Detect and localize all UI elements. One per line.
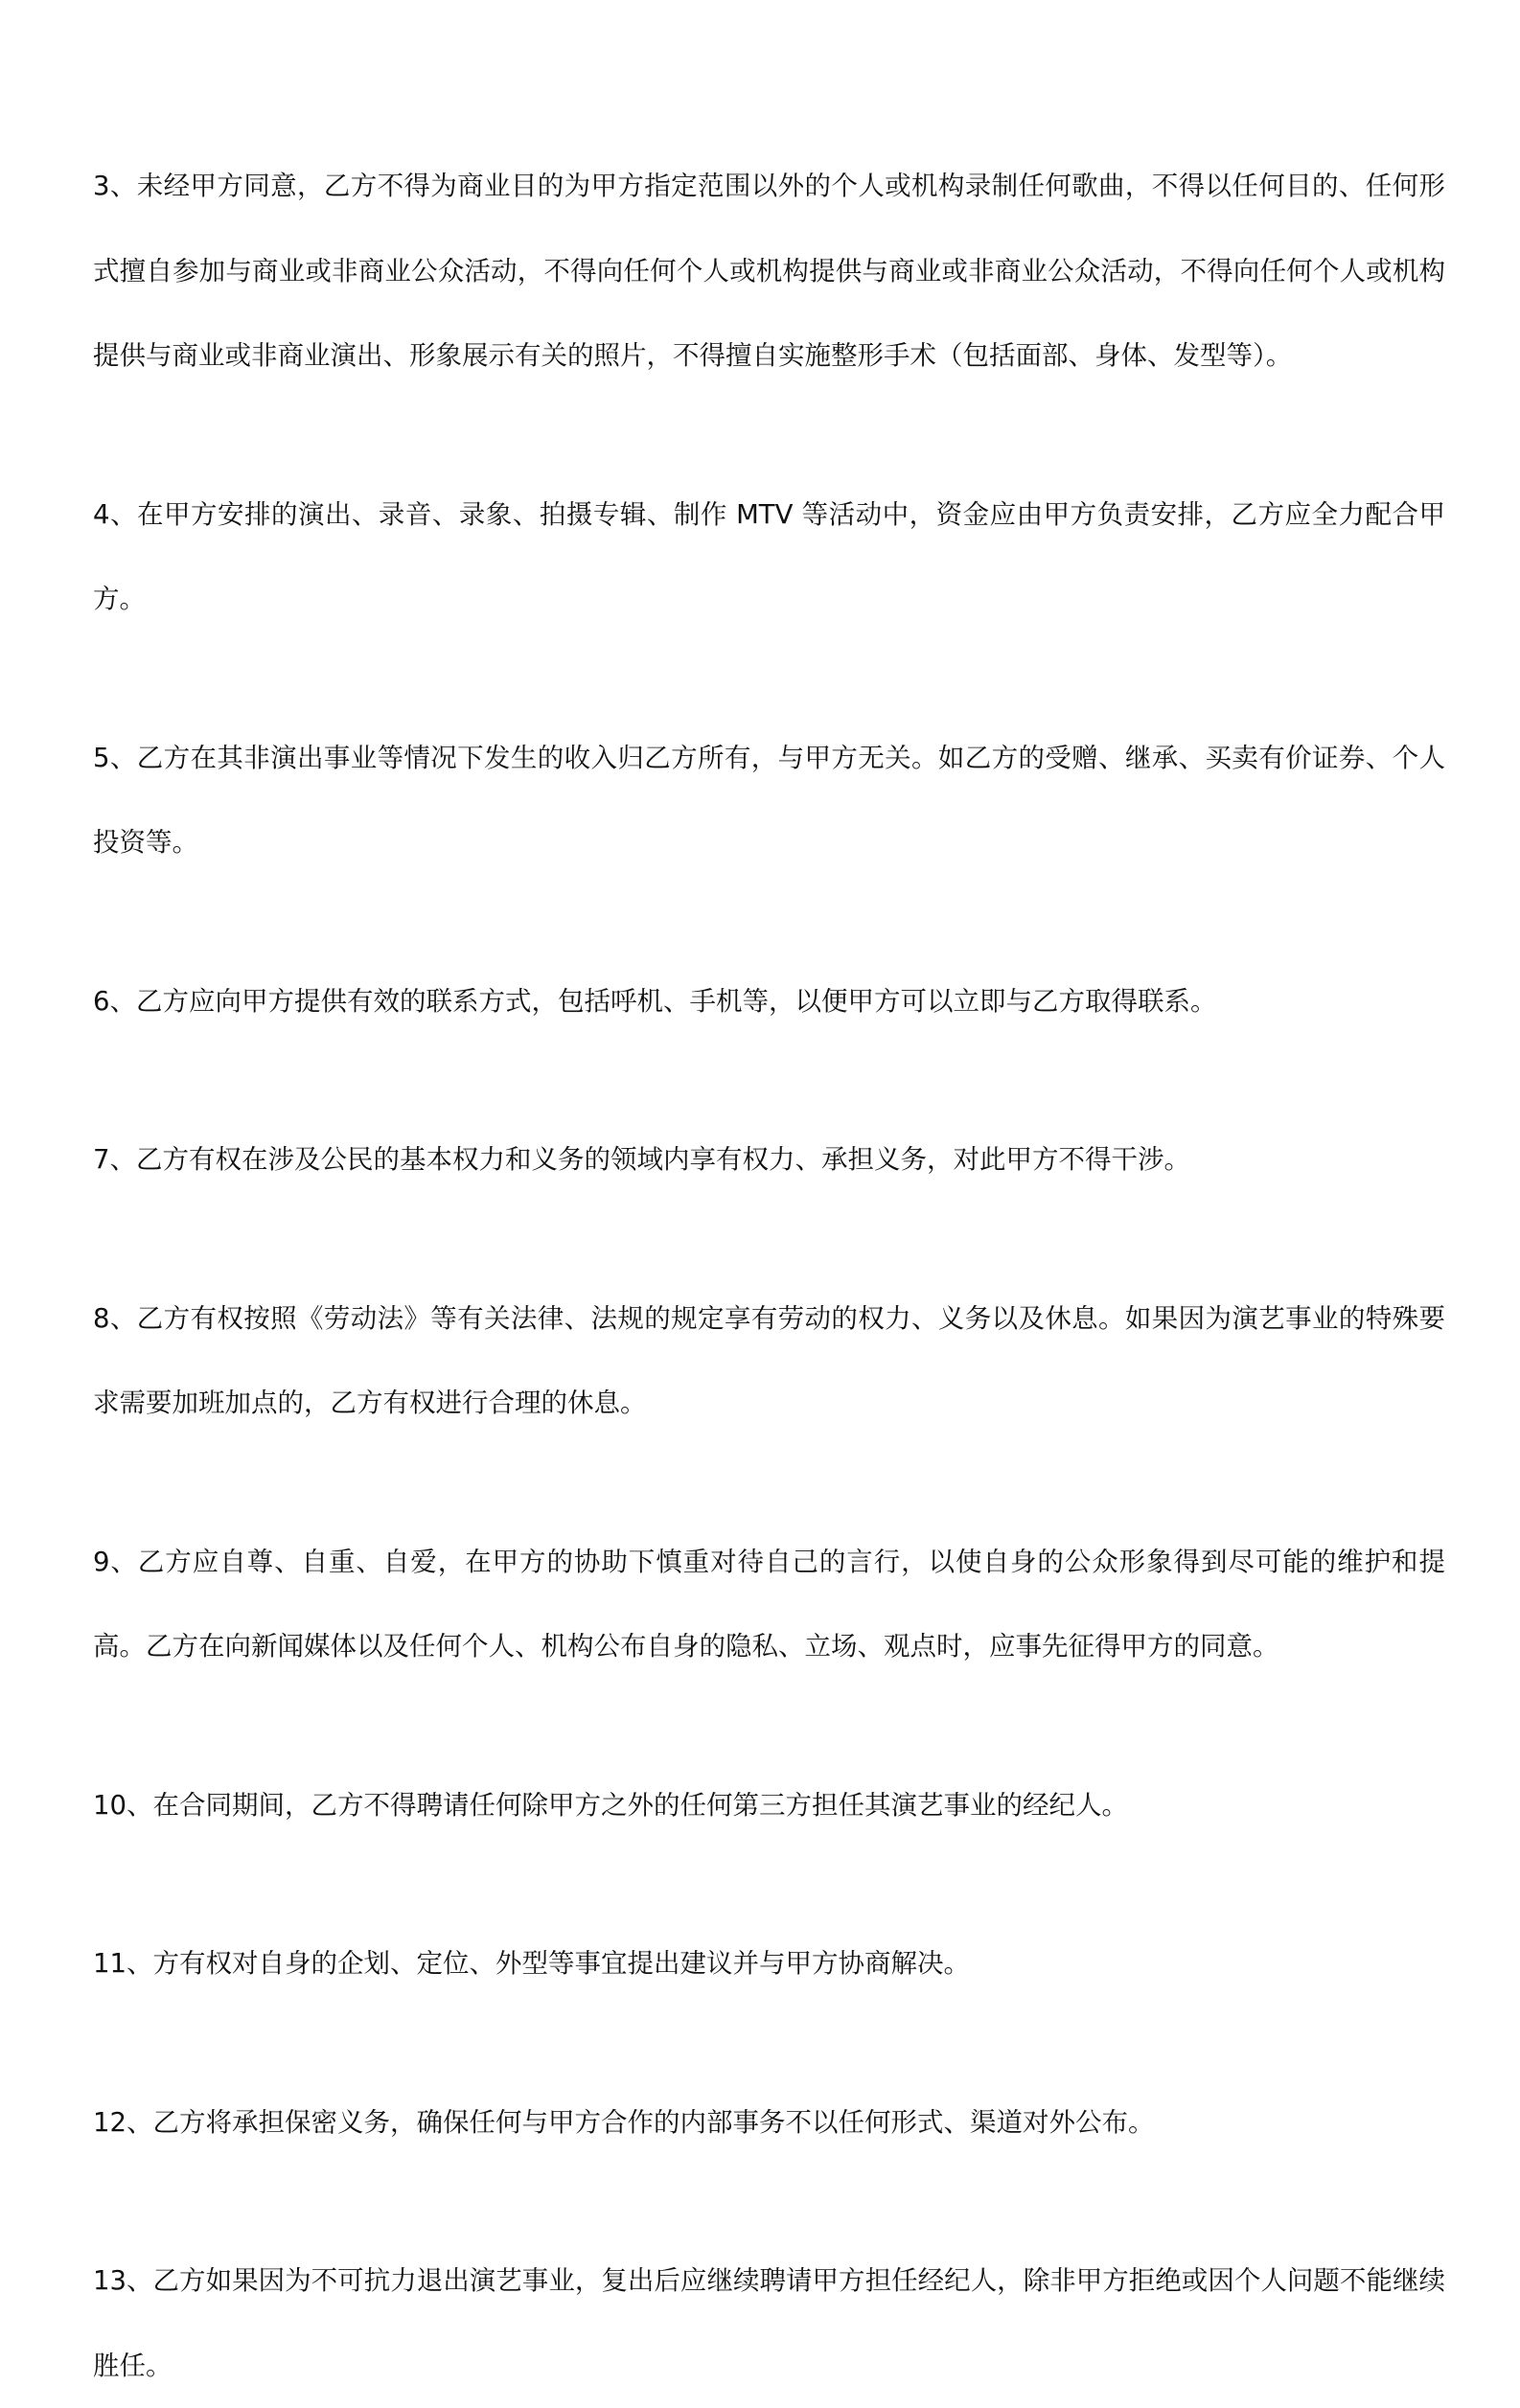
clause-10: 10、在合同期间，乙方不得聘请任何除甲方之外的任何第三方担任其演艺事业的经纪人。: [93, 1789, 1128, 1821]
clause-9: 9、乙方应自尊、自重、自爱，在甲方的协助下慎重对待自己的言行，以使自身的公众形象得到尽可能的维护和提高。乙方在向新闻媒体以及任何个人、机构公布自身的隐私、立场、观点时，应事先征得甲方的同意。: [93, 1546, 1445, 1662]
clause-12: 12、乙方将承担保密义务，确保任何与甲方合作的内部事务不以任何形式、渠道对外公布。: [93, 2106, 1155, 2138]
clause-5: 5、乙方在其非演出事业等情况下发生的收入归乙方所有，与甲方无关。如乙方的受赠、继承、买卖有价证券、个人投资等。: [93, 742, 1445, 858]
clause-11: 11、方有权对自身的企划、定位、外型等事宜提出建议并与甲方协商解决。: [93, 1948, 970, 1979]
clause-7: 7、乙方有权在涉及公民的基本权力和义务的领域内享有权力、承担义务，对此甲方不得干涉。: [93, 1144, 1190, 1175]
clause-4: 4、在甲方安排的演出、录音、录象、拍摄专辑、制作 MTV 等活动中，资金应由甲方负责安排，乙方应全力配合甲方。: [93, 498, 1445, 614]
clause-8: 8、乙方有权按照《劳动法》等有关法律、法规的规定享有劳动的权力、义务以及休息。如果因为演艺事业的特殊要求需要加班加点的，乙方有权进行合理的休息。: [93, 1302, 1445, 1418]
clause-6: 6、乙方应向甲方提供有效的联系方式，包括呼机、手机等，以便甲方可以立即与乙方取得联系。: [93, 985, 1217, 1017]
clause-3: 3、未经甲方同意，乙方不得为商业目的为甲方指定范围以外的个人或机构录制任何歌曲，不得以任何目的、任何形式擅自参加与商业或非商业公众活动，不得向任何个人或机构提供与商业或非商业公众活动，不得向任何个人或机构提供与商业或非商业演出、形象展示有关的照片，不得擅自实施整形手术（包括面部、身体、发型等）。: [93, 171, 1445, 371]
clause-13: 13、乙方如果因为不可抗力退出演艺事业，复出后应继续聘请甲方担任经纪人，除非甲方拒绝或因个人问题不能继续胜任。: [93, 2265, 1445, 2381]
